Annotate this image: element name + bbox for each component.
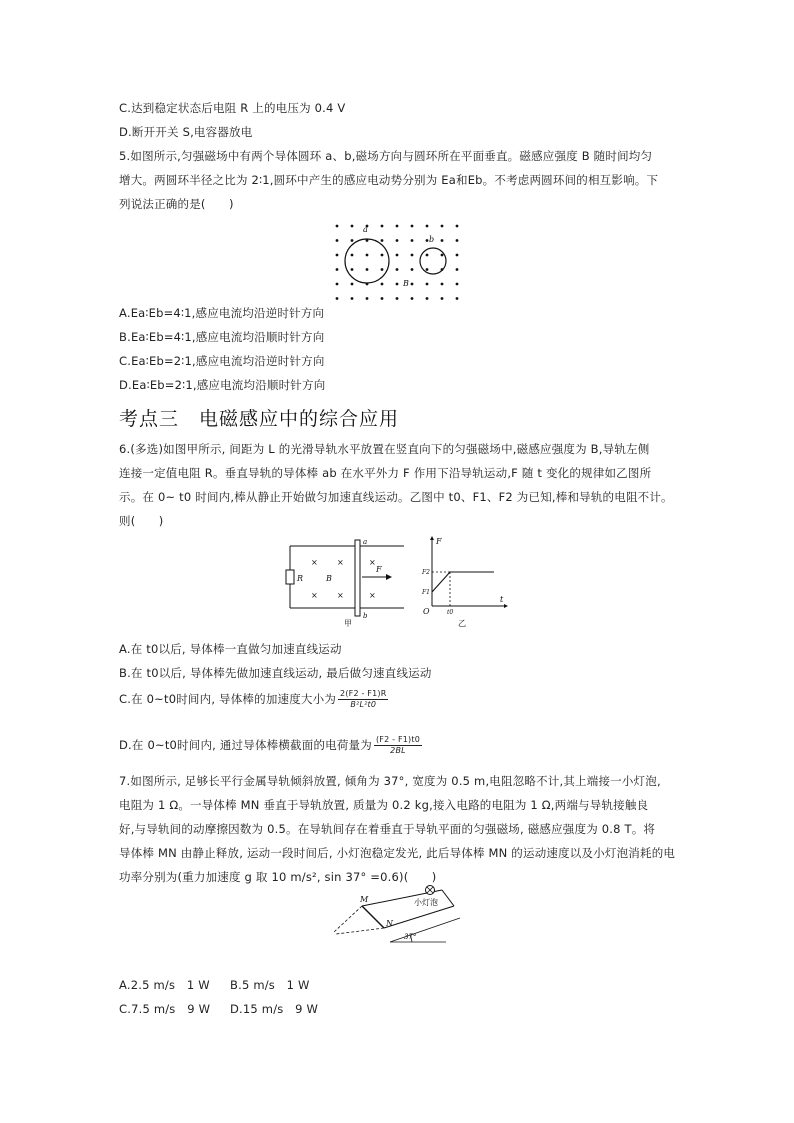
q7-stem-line-4: 导体棒 MN 由静止释放, 运动一段时间后, 小灯泡稳定发光, 此后导体棒 MN 的运动速度以及小灯泡消耗的电 <box>119 846 676 860</box>
field-dot <box>336 268 339 271</box>
force-curve <box>432 572 494 592</box>
fraction-denominator: 2BL <box>390 746 406 755</box>
f1-label: F1 <box>422 589 430 596</box>
field-dot <box>411 283 414 286</box>
rod-end-b-label: b <box>363 612 368 620</box>
q6-figure-yi-force-time-graph <box>418 534 508 630</box>
rod-mn <box>362 906 384 928</box>
field-dot <box>426 239 429 242</box>
svg-text:×: × <box>337 591 344 600</box>
field-dot <box>381 225 384 228</box>
q6-stem-line-4: 则( ) <box>119 514 164 528</box>
q5-option-d: D.Ea∶Eb=2∶1,感应电流均沿顺时针方向 <box>119 378 326 392</box>
field-dot <box>381 268 384 271</box>
field-dot <box>426 254 429 257</box>
field-dot <box>366 254 369 257</box>
field-dot <box>351 297 354 300</box>
field-dot <box>441 239 444 242</box>
field-dot <box>396 268 399 271</box>
origin-label: O <box>423 607 430 616</box>
q7-option-a: A.2.5 m/s 1 W <box>119 978 210 992</box>
field-dot <box>381 254 384 257</box>
section-heading: 考点三 电磁感应中的综合应用 <box>119 408 400 430</box>
field-dot <box>456 254 459 257</box>
field-b-label: B <box>326 574 332 583</box>
svg-text:×: × <box>369 558 376 567</box>
q4-option-d: D.断开开关 S,电容器放电 <box>119 125 253 139</box>
field-dot <box>381 283 384 286</box>
field-dot <box>456 268 459 271</box>
q7-figure-inclined-rails <box>326 884 462 950</box>
field-dot <box>411 239 414 242</box>
field-dot <box>426 283 429 286</box>
f2-label: F2 <box>422 569 430 576</box>
q7-option-b: B.5 m/s 1 W <box>230 978 310 992</box>
field-dot <box>441 225 444 228</box>
q6-option-d <box>119 735 422 756</box>
force-label: F <box>376 565 382 574</box>
t0-label: t0 <box>447 609 454 616</box>
field-dot <box>441 283 444 286</box>
field-dot <box>351 254 354 257</box>
field-dot <box>426 268 429 271</box>
q7-option-d: D.15 m/s 9 W <box>230 1002 319 1016</box>
q7-stem-line-3: 好,与导轨间的动摩擦因数为 0.5。在导轨间存在着垂直于导轨平面的匀强磁场, 磁感应强度为 0.8 T。将 <box>119 822 656 836</box>
q5-stem-line-2: 增大。两圆环半径之比为 2∶1,圆环中产生的感应电动势分别为 Ea和Eb。不考虑两圆环间的相互影响。下 <box>119 173 659 187</box>
q7-option-c: C.7.5 m/s 9 W <box>119 1002 211 1016</box>
field-dot <box>411 268 414 271</box>
svg-text:×: × <box>311 558 318 567</box>
q6-option-a: A.在 t0以后, 导体棒一直做匀加速直线运动 <box>119 642 342 656</box>
field-dot <box>336 254 339 257</box>
rod-end-m-label: M <box>360 895 369 904</box>
q7-stem-line-2: 电阻为 1 Ω。一导体棒 MN 垂直于导轨放置, 质量为 0.2 kg,接入电路的电阻为 1 Ω,两端与导轨接触良 <box>119 798 649 812</box>
field-dot <box>381 297 384 300</box>
field-dot <box>411 297 414 300</box>
conductor-rod <box>355 540 360 616</box>
q6-figure-jia-rail-circuit <box>282 536 412 628</box>
field-dot <box>336 283 339 286</box>
field-dot <box>396 239 399 242</box>
q4-option-c: C.达到稳定状态后电阻 R 上的电压为 0.4 V <box>119 101 346 115</box>
q6-stem-line-3: 示。在 0~ t0 时间内,棒从静止开始做匀加速直线运动。乙图中 t0、F1、F2 为已知,棒和导轨的电阻不计。 <box>119 490 673 504</box>
field-dot <box>411 225 414 228</box>
field-dot <box>396 225 399 228</box>
svg-text:×: × <box>369 591 376 600</box>
q5-stem-line-3: 列说法正确的是( ) <box>119 197 234 211</box>
lamp-label: 小灯泡 <box>414 898 438 907</box>
field-dot <box>351 283 354 286</box>
field-dot <box>441 297 444 300</box>
lower-rail <box>384 906 454 928</box>
field-dot <box>351 268 354 271</box>
field-dot <box>381 239 384 242</box>
field-dot <box>336 297 339 300</box>
q5-option-b: B.Ea∶Eb=4∶1,感应电流均沿顺时针方向 <box>119 330 325 344</box>
field-b-label: B <box>403 279 409 288</box>
ring-b <box>420 248 446 274</box>
field-dot <box>456 225 459 228</box>
field-dot <box>411 254 414 257</box>
figure-jia-caption: 甲 <box>344 619 352 628</box>
rod-end-a-label: a <box>363 538 368 546</box>
q6-option-b: B.在 t0以后, 导体棒先做加速直线运动, 最后做匀速直线运动 <box>119 666 432 680</box>
field-dot <box>396 283 399 286</box>
q6-option-c-fraction <box>338 689 388 710</box>
resistor <box>286 570 294 584</box>
field-dot <box>456 283 459 286</box>
ring-b-label: b <box>429 235 435 244</box>
fraction-denominator: B²L²t0 <box>350 700 377 709</box>
angle-label: 37° <box>404 933 417 941</box>
figure-yi-caption: 乙 <box>458 619 466 628</box>
field-dot <box>366 268 369 271</box>
q5-figure-rings-in-field <box>325 218 465 300</box>
q6-stem-line-2: 连接一定值电阻 R。垂直导轨的导体棒 ab 在水平外力 F 作用下沿导轨运动,F 随 t 变化的规律如乙图所 <box>119 466 652 480</box>
q6-option-c-text: C.在 0~t0时间内, 导体棒的加速度大小为 <box>119 692 337 706</box>
svg-text:×: × <box>311 591 318 600</box>
magnetic-field-dots <box>336 225 459 300</box>
field-dot <box>426 225 429 228</box>
field-dot <box>366 297 369 300</box>
q6-option-d-text: D.在 0~t0时间内, 通过导体棒横截面的电荷量为 <box>119 738 372 752</box>
field-dot <box>351 225 354 228</box>
field-dot <box>396 297 399 300</box>
field-dot <box>456 239 459 242</box>
resistor-label: R <box>297 574 304 583</box>
q6-option-d-fraction <box>374 735 422 756</box>
ring-a-label: a <box>363 225 368 234</box>
field-dot <box>441 254 444 257</box>
field-crosses <box>311 558 376 600</box>
q7-stem-line-1: 7.如图所示, 足够长平行金属导轨倾斜放置, 倾角为 37°, 宽度为 0.5 m,电阻忽略不计,其上端接一小灯泡, <box>119 774 661 788</box>
svg-text:×: × <box>337 558 344 567</box>
fraction-numerator: 2(F2 - F1)R <box>340 689 387 698</box>
q6-stem-line-1: 6.(多选)如图甲所示, 间距为 L 的光滑导轨水平放置在竖直向下的匀强磁场中,磁感应强度为 B,导轨左侧 <box>119 442 650 456</box>
fraction-numerator: (F2 - F1)t0 <box>375 735 420 744</box>
field-dot <box>456 297 459 300</box>
ring-a <box>345 239 389 283</box>
field-dot <box>426 297 429 300</box>
field-dot <box>336 225 339 228</box>
q6-option-c <box>119 689 388 710</box>
q5-option-a: A.Ea∶Eb=4∶1,感应电流均沿逆时针方向 <box>119 306 325 320</box>
t-axis-label: t <box>500 595 504 604</box>
q5-stem-line-1: 5.如图所示,匀强磁场中有两个导体圆环 a、b,磁场方向与圆环所在平面垂直。磁感应强度 B 随时间均匀 <box>119 149 653 163</box>
rod-end-n-label: N <box>386 919 393 928</box>
field-dot <box>336 239 339 242</box>
field-dot <box>396 254 399 257</box>
q7-stem-line-5: 功率分别为(重力加速度 g 取 10 m/s², sin 37° =0.6)( ) <box>119 870 437 884</box>
f-axis-label: F <box>436 537 442 546</box>
field-dot <box>351 239 354 242</box>
q5-option-c: C.Ea∶Eb=2∶1,感应电流均沿逆时针方向 <box>119 354 325 368</box>
